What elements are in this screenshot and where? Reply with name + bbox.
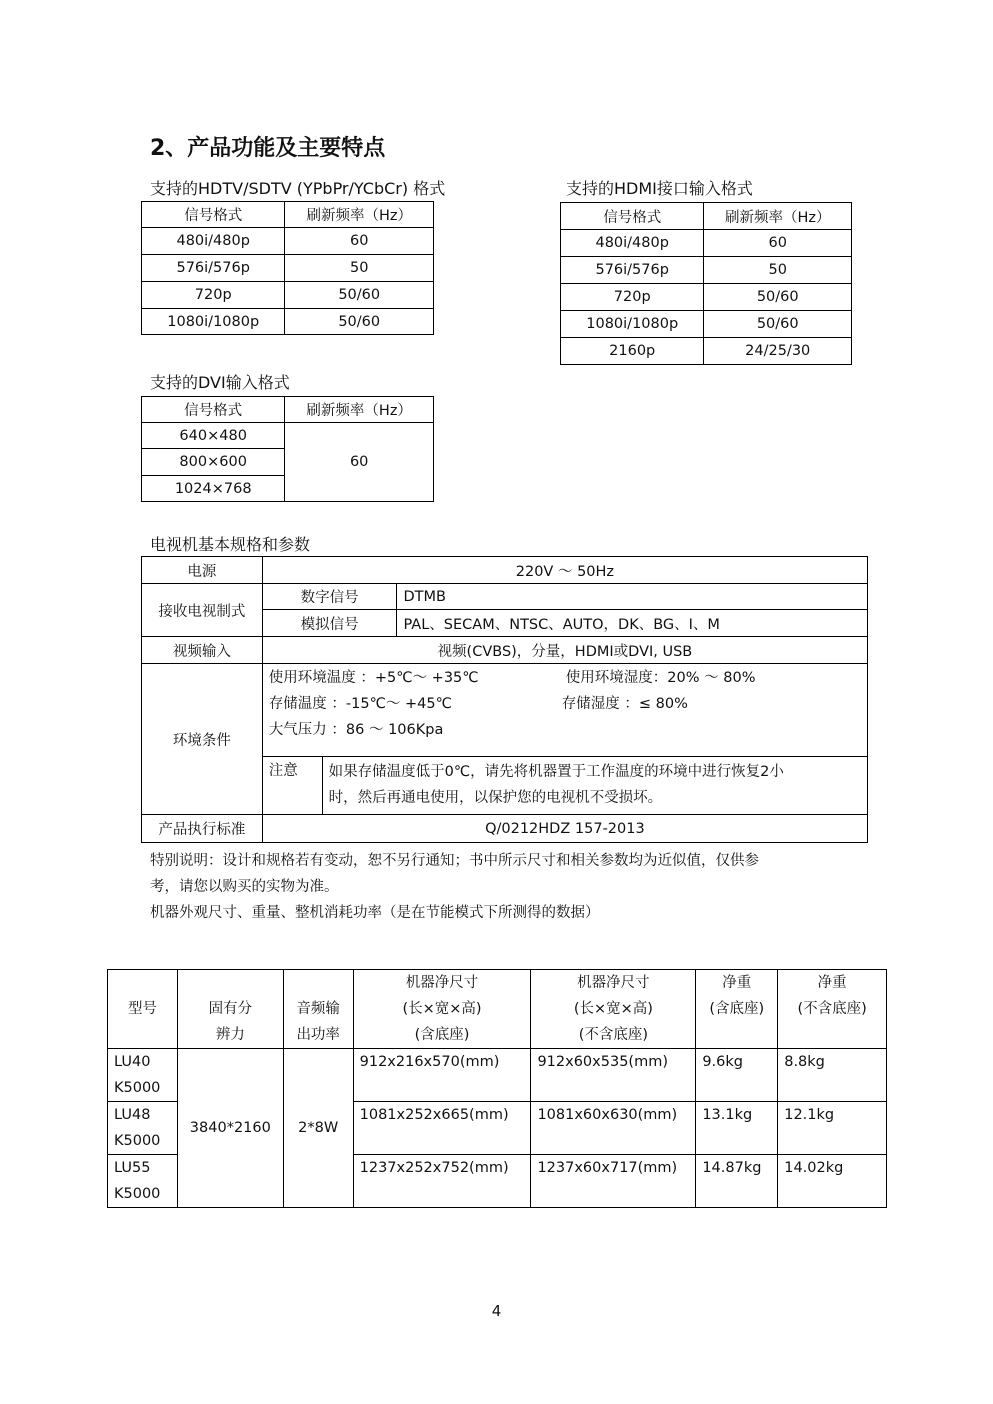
dim-header-size-without-stand: 机器净尺寸 (长×宽×高) (不含底座) (531, 970, 696, 1049)
dvi-cell: 800×600 (142, 449, 285, 476)
dim-weight-without: 14.02kg (778, 1155, 887, 1208)
spec-value: DTMB (397, 584, 868, 610)
spec-value: 220V ～ 50Hz (262, 557, 867, 584)
dim-header-weight-with-stand: 净重 (含底座) (696, 970, 778, 1049)
hdmi-cell: 60 (704, 230, 852, 257)
dim-model: LU40 K5000 (108, 1049, 178, 1102)
hdmi-header-format: 信号格式 (561, 203, 704, 230)
hdmi-cell: 1080i/1080p (561, 311, 704, 338)
dim-model: LU55 K5000 (108, 1155, 178, 1208)
dim-size-without: 912x60x535(mm) (531, 1049, 696, 1102)
hdtv-header-rate: 刷新频率（Hz） (285, 202, 434, 228)
hdmi-table (560, 202, 852, 365)
dim-size-with: 1237x252x752(mm) (353, 1155, 531, 1208)
hdmi-caption: 支持的HDMI接口输入格式 (566, 179, 753, 198)
remark-line: 机器外观尺寸、重量、整机消耗功率（是在节能模式下所测得的数据） (150, 905, 600, 921)
dvi-header-format: 信号格式 (142, 397, 285, 423)
dim-weight-without: 8.8kg (778, 1049, 887, 1102)
hdmi-cell: 720p (561, 284, 704, 311)
specs-table (141, 556, 868, 843)
spec-label: 视频输入 (142, 637, 263, 664)
dim-header-audio: 音频输 出功率 (283, 970, 353, 1049)
spec-label: 环境条件 (142, 664, 263, 815)
dvi-cell: 1024×768 (142, 476, 285, 502)
hdtv-cell: 576i/576p (142, 255, 285, 282)
hdtv-header-format: 信号格式 (142, 202, 285, 228)
note-line: 时，然后再通电使用，以保护您的电视机不受损坏。 (328, 790, 663, 806)
spec-value: PAL、SECAM、NTSC、AUTO，DK、BG、I、M (397, 610, 868, 637)
specs-caption: 电视机基本规格和参数 (150, 535, 311, 554)
env-temp-storage: 存储温度 ：-15℃～ +45℃ (268, 696, 452, 712)
env-humidity-use: 使用环境湿度：20% ～ 80% (565, 670, 756, 686)
hdtv-caption: 支持的HDTV/SDTV (YPbPr/YCbCr) 格式 (150, 179, 446, 198)
dim-header-resolution: 固有分 辨力 (177, 970, 283, 1049)
dim-header-weight-without-stand: 净重 (不含底座) (778, 970, 887, 1049)
env-temp-use: 使用环境温度 ：+5℃～ +35℃ (268, 670, 479, 686)
spec-label: 接收电视制式 (142, 584, 263, 637)
hdmi-cell: 480i/480p (561, 230, 704, 257)
dim-weight-with: 14.87kg (696, 1155, 778, 1208)
env-pressure: 大气压力 ：86 ～ 106Kpa (268, 722, 444, 738)
spec-value: 视频(CVBS)，分量，HDMI或DVI, USB (262, 637, 867, 664)
hdtv-table (141, 201, 434, 335)
dimensions-table (107, 969, 887, 1208)
remark-line: 考，请您以购买的实物为准。 (150, 879, 339, 895)
dim-header-model: 型号 (108, 970, 178, 1049)
hdmi-cell: 50/60 (704, 284, 852, 311)
section-title: 2、产品功能及主要特点 (150, 136, 386, 161)
spec-value: Q/0212HDZ 157-2013 (262, 815, 867, 843)
dvi-header-rate: 刷新频率（Hz） (285, 397, 434, 423)
dim-size-without: 1081x60x630(mm) (531, 1102, 696, 1155)
remarks (150, 848, 759, 926)
env-conditions (262, 664, 867, 757)
hdtv-cell: 720p (142, 282, 285, 309)
hdmi-cell: 24/25/30 (704, 338, 852, 365)
dim-model: LU48 K5000 (108, 1102, 178, 1155)
hdtv-cell: 60 (285, 228, 434, 255)
page-number: 4 (491, 1302, 502, 1320)
note-line: 如果存储温度低于0℃，请先将机器置于工作温度的环境中进行恢复2小 (328, 764, 784, 780)
hdmi-cell: 50 (704, 257, 852, 284)
spec-label: 电源 (142, 557, 263, 584)
dvi-table (141, 396, 434, 502)
dim-resolution: 3840*2160 (177, 1049, 283, 1208)
dim-weight-with: 9.6kg (696, 1049, 778, 1102)
hdtv-cell: 50/60 (285, 282, 434, 309)
env-humidity-storage: 存储湿度 ：≤ 80% (561, 696, 688, 712)
note-text (322, 757, 867, 815)
dvi-caption: 支持的DVI输入格式 (150, 373, 290, 392)
hdmi-cell: 2160p (561, 338, 704, 365)
spec-sublabel: 数字信号 (262, 584, 397, 610)
spec-sublabel: 模拟信号 (262, 610, 397, 637)
dim-audio: 2*8W (283, 1049, 353, 1208)
dim-size-with: 912x216x570(mm) (353, 1049, 531, 1102)
dim-size-without: 1237x60x717(mm) (531, 1155, 696, 1208)
hdtv-cell: 1080i/1080p (142, 309, 285, 335)
hdmi-cell: 50/60 (704, 311, 852, 338)
note-label: 注意 (262, 757, 322, 815)
dim-header-size-with-stand: 机器净尺寸 (长×宽×高) (含底座) (353, 970, 531, 1049)
spec-label: 产品执行标准 (142, 815, 263, 843)
dvi-rate-cell: 60 (285, 423, 434, 502)
hdtv-cell: 50 (285, 255, 434, 282)
dvi-cell: 640×480 (142, 423, 285, 449)
hdmi-header-rate: 刷新频率（Hz） (704, 203, 852, 230)
hdtv-cell: 50/60 (285, 309, 434, 335)
dim-weight-without: 12.1kg (778, 1102, 887, 1155)
hdtv-cell: 480i/480p (142, 228, 285, 255)
dim-weight-with: 13.1kg (696, 1102, 778, 1155)
hdmi-cell: 576i/576p (561, 257, 704, 284)
dim-size-with: 1081x252x665(mm) (353, 1102, 531, 1155)
remark-line: 特别说明：设计和规格若有变动，恕不另行通知；书中所示尺寸和相关参数均为近似值，仅供参 (150, 853, 759, 869)
